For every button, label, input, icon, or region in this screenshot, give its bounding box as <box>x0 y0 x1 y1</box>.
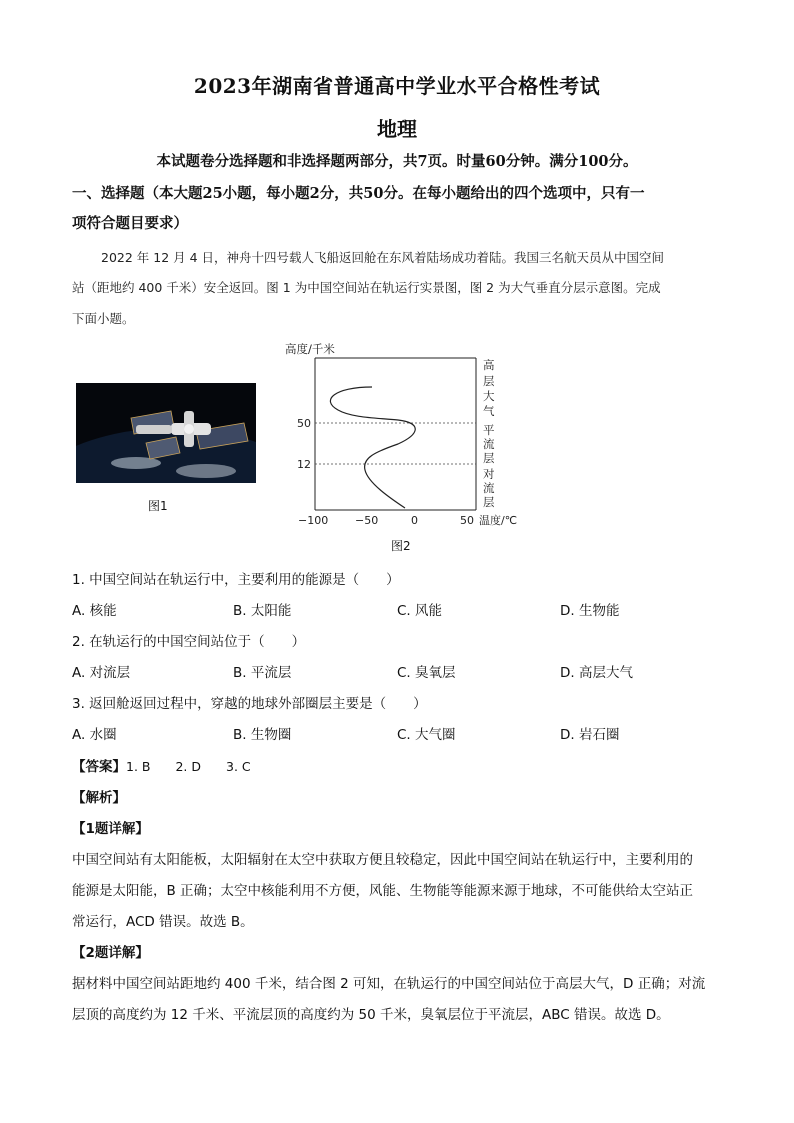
layer-trop-char-1: 对 <box>483 467 495 481</box>
y-axis-label: 高度/千米 <box>285 342 335 356</box>
analysis-label: 【解析】 <box>72 790 126 806</box>
answer-line <box>72 755 251 775</box>
layer-high-char-3: 大 <box>483 389 495 403</box>
q1-option-d: D. 生物能 <box>560 603 620 619</box>
detail2-label: 【2题详解】 <box>72 945 149 961</box>
q1-option-a: A. 核能 <box>72 603 117 619</box>
figure1-caption: 图1 <box>148 499 168 513</box>
figure2-caption: 图2 <box>391 539 411 553</box>
q2-option-a: A. 对流层 <box>72 665 131 681</box>
y-tick-50: 50 <box>297 417 311 430</box>
space-station-photo <box>76 383 256 483</box>
layer-trop-char-2: 流 <box>483 481 495 495</box>
x-tick-neg100: −100 <box>298 514 329 527</box>
layer-high-char-1: 高 <box>483 358 495 372</box>
detail2-line1: 据材料中国空间站距地约 400 千米，结合图 2 可知，在轨运行的中国空间站位于高层大气，D 正确；对流 <box>72 976 706 992</box>
q3-option-c: C. 大气圈 <box>397 727 456 743</box>
material-line2: 站（距地约 400 千米）安全返回。图 1 为中国空间站在轨运行实景图，图 2 为大气垂直分层示意图。完成 <box>72 280 661 295</box>
x-axis-label: 温度/℃ <box>479 514 518 527</box>
q2-option-d: D. 高层大气 <box>560 665 633 681</box>
y-tick-12: 12 <box>297 458 311 471</box>
detail1-line3: 常运行，ACD 错误。故选 B。 <box>72 914 254 930</box>
section-heading-line1: 一、选择题（本大题25小题，每小题2分，共50分。在每小题给出的四个选项中，只有一 <box>72 185 645 202</box>
material-line3: 下面小题。 <box>72 311 135 326</box>
layer-high-char-2: 层 <box>483 374 495 388</box>
space-station-illustration <box>76 383 256 483</box>
detail1-label: 【1题详解】 <box>72 821 149 837</box>
answer-label: 【答案】 <box>72 759 126 775</box>
exam-instructions: 本试题卷分选择题和非选择题两部分，共7页。时量60分钟。满分100分。 <box>156 153 638 170</box>
atmosphere-layers-diagram <box>280 338 530 553</box>
x-tick-neg50: −50 <box>355 514 379 527</box>
q1-option-b: B. 太阳能 <box>233 603 292 619</box>
layer-strat-char-3: 层 <box>483 451 495 465</box>
question-3-stem: 3. 返回舱返回过程中，穿越的地球外部圈层主要是（ ） <box>72 696 427 712</box>
layer-strat-char-2: 流 <box>483 437 495 451</box>
q3-option-b: B. 生物圈 <box>233 727 292 743</box>
subject-title: 地理 <box>377 117 417 141</box>
layer-trop-char-3: 层 <box>483 495 495 509</box>
detail1-line2: 能源是太阳能，B 正确；太空中核能利用不方便，风能、生物能等能源来源于地球，不可能供给太空站正 <box>72 883 694 899</box>
answer-text: 1. B 2. D 3. C <box>126 759 251 774</box>
q2-option-c: C. 臭氧层 <box>397 665 456 681</box>
question-2-stem: 2. 在轨运行的中国空间站位于（ ） <box>72 634 306 650</box>
temperature-curve <box>330 387 415 508</box>
q1-option-c: C. 风能 <box>397 603 443 619</box>
section-heading-line2: 项符合题目要求） <box>72 215 188 232</box>
material-line1: 2022 年 12 月 4 日，神舟十四号载人飞船返回舱在东风着陆场成功着陆。我国三名航天员从中国空间 <box>101 250 665 265</box>
q2-option-b: B. 平流层 <box>233 665 292 681</box>
x-tick-50: 50 <box>460 514 474 527</box>
detail2-line2: 层顶的高度约为 12 千米、平流层顶的高度约为 50 千米，臭氧层位于平流层，ABC 错误。故选 D。 <box>72 1007 670 1023</box>
layer-strat-char-1: 平 <box>483 423 495 437</box>
layer-high-char-4: 气 <box>483 404 495 418</box>
detail1-line1: 中国空间站有太阳能板，太阳辐射在太空中获取方便且较稳定，因此中国空间站在轨运行中，主要利用的 <box>72 852 693 868</box>
q3-option-d: D. 岩石圈 <box>560 727 620 743</box>
exam-title: 2023年湖南省普通高中学业水平合格性考试 <box>193 74 601 98</box>
q3-option-a: A. 水圈 <box>72 727 117 743</box>
x-tick-0: 0 <box>411 514 418 527</box>
question-1-stem: 1. 中国空间站在轨运行中，主要利用的能源是（ ） <box>72 572 400 588</box>
